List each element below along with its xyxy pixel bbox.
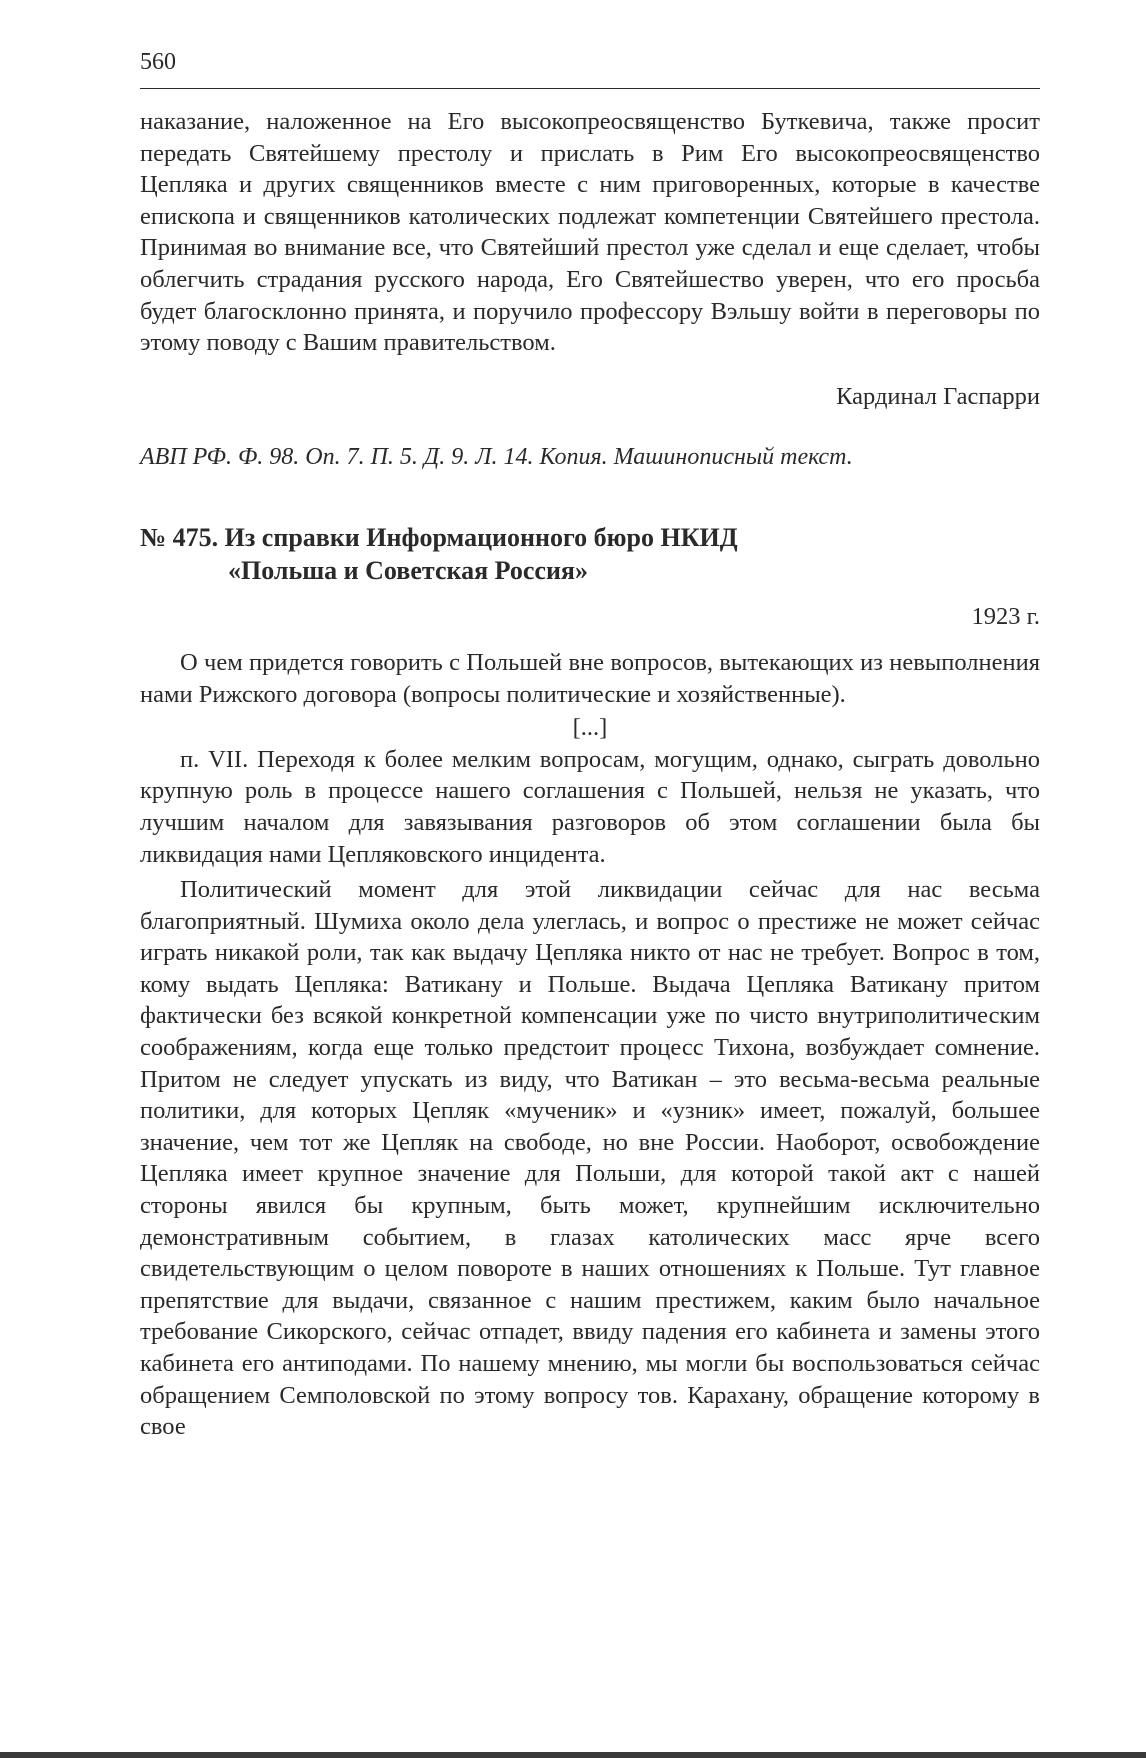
document-title-line1: № 475. Из справки Информационного бюро НКИД [140,523,738,553]
document-date: 1923 г. [971,603,1040,631]
document-body [140,647,1040,1443]
page-number: 560 [140,49,176,75]
omission-marker: [...] [572,714,608,742]
continuation-paragraph: наказание, наложенное на Его высокопреосвященство Буткевича, также просит передать Святейшему престолу и прислать в Рим Его высокопреосвященство Цепляка и других священников вместе с ним приговоренных, которые в качестве епископа и священников католических подлежат компетенции Святейшего престола. Принимая во внимание все, что Святейший престол уже сделал и еще сделает, чтобы облегчить страдания русского народа, Его Святейшество уверен, что его просьба будет благосклонно принята, и поручило профессору Вэльшу войти в переговоры по этому поводу с Вашим правительством. [140,108,1040,357]
body-paragraph-2: Политический момент для этой ликвидации сейчас для нас весьма благоприятный. Шумиха около дела улеглась, и вопрос о престиже не может сейчас играть никакой роли, так как выдачу Цепляка никто от нас не требует. Вопрос в том, кому выдать Цепляка: Ватикану и Польше. Выдача Цепляка Ватикану притом фактически без всякой конкретной компенсации уже по чисто внутриполитическим соображениям, когда еще только предстоит процесс Тихона, возбуждает сомнение. Притом не следует упускать из виду, что Ватикан – это весьма-весьма реальные политики, для которых Цепляк «мученик» и «узник» имеет, пожалуй, большее значение, чем тот же Цепляк на свободе, но вне России. Наоборот, освобождение Цепляка имеет крупное значение для Польши, для которой такой акт с нашей стороны явился бы крупным, быть может, крупнейшим исключительно демонстративным событием, в глазах католических масс ярче всего свидетельствующим о целом повороте в наших отношениях к Польше. Тут главное препятствие для выдачи, связанное с нашим престижем, каким было начальное требование Сикорского, сейчас отпадет, ввиду падения его кабинета и замены этого кабинета его антиподами. По нашему мнению, мы могли бы воспользоваться сейчас обращением Семполовской по этому вопросу тов. Карахану, обращение которому в свое [140,876,1040,1441]
scan-bottom-edge [0,1752,1146,1758]
archive-reference: АВП РФ. Ф. 98. Оп. 7. П. 5. Д. 9. Л. 14. Копия. Машинописный текст. [140,444,853,471]
page-content [140,106,1040,1443]
document-title [140,521,1040,587]
body-paragraph-1: п. VII. Переходя к более мелким вопросам, могущим, однако, сыграть довольно крупную роль в процессе нашего соглашения с Польшей, нельзя не указать, что лучшим началом для завязывания разговоров об этом соглашении была бы ликвидация нами Цепляковского инцидента. [140,745,1040,868]
document-title-line2: «Польша и Советская Россия» [228,556,589,586]
header-rule [140,88,1040,89]
intro-paragraph: О чем придется говорить с Польшей вне вопросов, вытекающих из невыполнения нами Рижского договора (вопросы политические и хозяйственные). [140,648,1040,708]
signature: Кардинал Гаспарри [836,382,1040,410]
